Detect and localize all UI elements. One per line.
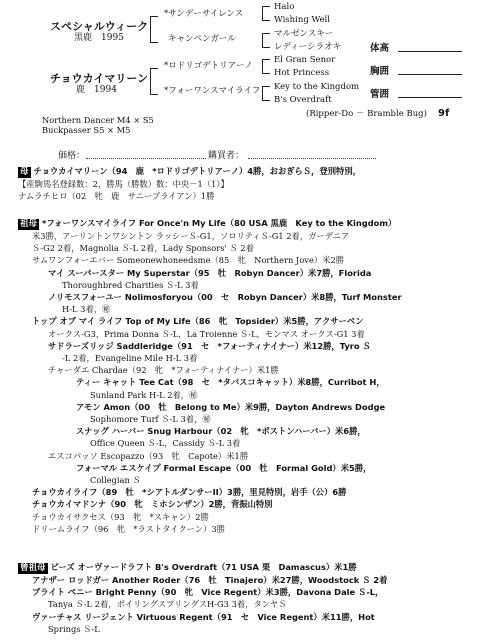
granddam-line: チャーダエ Chardae（92 牝 *フォーティナイナー）米1勝 xyxy=(48,365,279,376)
dam-section xyxy=(18,165,486,202)
family-number: 9f xyxy=(438,108,450,119)
granddam-line: アモン Amon（00 牡 Belong to Me）米9勝，Dayton Andrews Dodge xyxy=(76,401,386,412)
granddam-line: オークス-G3，Prima Donna Ｓ-L，La Troienne Ｓ-L，モンマス オークス-G1 3着 xyxy=(48,328,365,339)
ssd: Wishing Well xyxy=(274,15,330,25)
g2dam-line: Springs Ｓ-L xyxy=(48,623,100,634)
granddam-line: Collegian Ｓ xyxy=(90,475,141,486)
sire-sire: *サンデーサイレンス xyxy=(164,9,244,19)
dam-dam: *フォーワンスマイライフ xyxy=(164,86,261,96)
g2dam-line: Tanya Ｓ-L 2着，ボイリングスプリングスH-G3 3着，タンヤＳ xyxy=(48,599,287,610)
g2dam-line: 曾祖母 ビーズ オーヴァードラフト B's Overdraft（71 USA 栗 Damascus）米1勝 xyxy=(20,562,357,573)
chest-label: 胸囲 xyxy=(370,66,390,77)
chest-field[interactable] xyxy=(398,74,462,75)
dsd: Hot Princess xyxy=(274,68,330,78)
cannon-field[interactable] xyxy=(398,97,462,98)
sdd: レディーシラオキ xyxy=(274,42,342,52)
granddam-badge: 祖母 xyxy=(20,219,38,229)
granddam-line: サムワンフォーエバー Someonewhoneedsme（85 牝 Northern Jove）米2勝 xyxy=(32,255,345,266)
granddam-line: サドラーズリッジ Saddleridge（91 セ *フォーティナイナー）米12勝，Tyro Ｓ xyxy=(48,340,371,351)
granddam-line: Thoroughbred Charities Ｓ-L 3着 xyxy=(62,279,199,290)
price-label: 価格： xyxy=(58,151,86,161)
ddd: B's Overdraft xyxy=(274,95,332,105)
granddam-line: ドリームライフ（96 牝 *ラストタイクーン）3勝 xyxy=(32,523,225,534)
granddam-line: チョウカイマドンナ（90 牝 ミホシンザン）2勝，背振山特別 xyxy=(32,499,273,510)
granddam-line: -L 2着，Evangeline Mile H-L 3着 xyxy=(62,353,198,364)
dam-name: チョウカイマリーン xyxy=(50,72,149,85)
sss: Halo xyxy=(274,2,295,12)
g2dam-line: ヴァーチャス リージェント Virtuous Regent（91 セ Vice Regent）米11勝，Hot xyxy=(32,611,375,622)
dam-line: ナムラチヒロ（02 牝 鹿 サニーブライアン）1勝 xyxy=(18,191,215,202)
g2dam-badge: 曾祖母 xyxy=(20,563,46,573)
dds: Key to the Kingdom xyxy=(274,82,360,92)
height-label: 体高 xyxy=(370,43,390,54)
dam-line: 【産駒馬名登録数：2，勝馬（勝数）数：中央－1（1）】 xyxy=(18,179,229,189)
granddam-line: マイ スーパースター My Superstar（95 牡 Robyn Dancer）米7勝，Florida xyxy=(48,267,372,278)
granddam-line: フォーマル エスケイプ Formal Escape（00 牡 Formal Gold）米5勝， xyxy=(76,462,372,473)
dss: El Gran Senor xyxy=(274,55,336,65)
g2dam-line: ブライト ペニー Bright Penny（90 牝 Vice Regent）米3勝，Davona Dale Ｓ-L， xyxy=(32,587,384,598)
granddam-line: ティー キャット Tee Cat（98 セ *タバスコキャット）米8勝，Curribot H， xyxy=(76,377,385,388)
granddam-line: ノリモスフォーユー Nolimosforyou（00 セ Robyn Dancer）米8勝，Turf Monster xyxy=(48,292,402,303)
cannon-label: 管囲 xyxy=(370,89,390,100)
sire-name: スペシャルウィーク xyxy=(50,20,149,33)
granddam-section xyxy=(18,217,486,535)
granddam-line: エスコパッソ Escopazzo（93 牝 Capote）米1勝 xyxy=(48,450,249,461)
sire-dam: キャンペンガール xyxy=(168,34,236,44)
sds: マルゼンスキー xyxy=(274,29,334,39)
sire-info: 黒鹿 1995 xyxy=(74,33,124,43)
height-field[interactable] xyxy=(398,51,462,52)
inbreed-line-1: Northern Dancer M4 × S5 xyxy=(42,115,154,125)
ddd-note: (Ripper-Do － Bramble Bug) xyxy=(306,109,427,119)
granddam-line: Sunland Park H-L 2着，㊙ xyxy=(90,389,198,400)
granddam-line: チョウカイライフ（89 牡 *シアトルダンサーII）3勝，里見特別，岩手（公）6勝 xyxy=(32,487,347,498)
dam-line: 母 チョウカイマリーン（94 鹿 *ロドリゴデトリアーノ）4勝，おおぎらＳ，登別特別， xyxy=(20,166,361,177)
g2dam-line: アナザー ロッドガー Another Roder（76 牡 Tinajero）米27勝，Woodstock Ｓ 2着 xyxy=(32,575,388,585)
g2dam-section xyxy=(18,561,486,635)
granddam-line: チョウカイサクセス（93 牝 *スキャン）2勝 xyxy=(32,511,209,522)
granddam-line: 祖母 *フォーワンスマイライフ For Once'n My Life（80 USA 黒鹿 Key to the Kingdom） xyxy=(20,218,397,229)
dam-badge: 母 xyxy=(20,167,29,177)
inbreeding-notes xyxy=(42,115,154,135)
granddam-line: Ｓ-G2 2着，Magnolia Ｓ-L 2着，Lady Sponsors' Ｓ 2着 xyxy=(32,243,254,254)
granddam-line: Office Queen Ｓ-L，Cassidy Ｓ-L 3着 xyxy=(90,438,241,449)
granddam-line: H-L 3着，㊙ xyxy=(62,304,111,315)
dam-info: 鹿 1994 xyxy=(76,85,117,95)
inbreed-line-2: Buckpasser S5 × M5 xyxy=(42,125,131,135)
granddam-line: トップ オブ マイ ライフ Top of My Life（86 牝 Topsider）米5勝，アクサーベン xyxy=(32,316,364,327)
buyer-field[interactable] xyxy=(248,158,376,160)
granddam-line: スナッグ ハーバー Snug Harbour（02 牝 *ボストンハーバー）米6勝， xyxy=(76,426,366,437)
granddam-line: 米3勝，アーリントンワシントン ラッシーＳ-G1，ソロリティＳ-G1 2着，ガーデニア xyxy=(32,231,350,241)
price-field[interactable] xyxy=(86,158,206,160)
dam-sire: *ロドリゴデトリアーノ xyxy=(164,61,253,71)
buyer-label: 購買者： xyxy=(208,151,245,161)
granddam-line: Sophomore Turf Ｓ-L 3着，㊙ xyxy=(90,414,211,425)
